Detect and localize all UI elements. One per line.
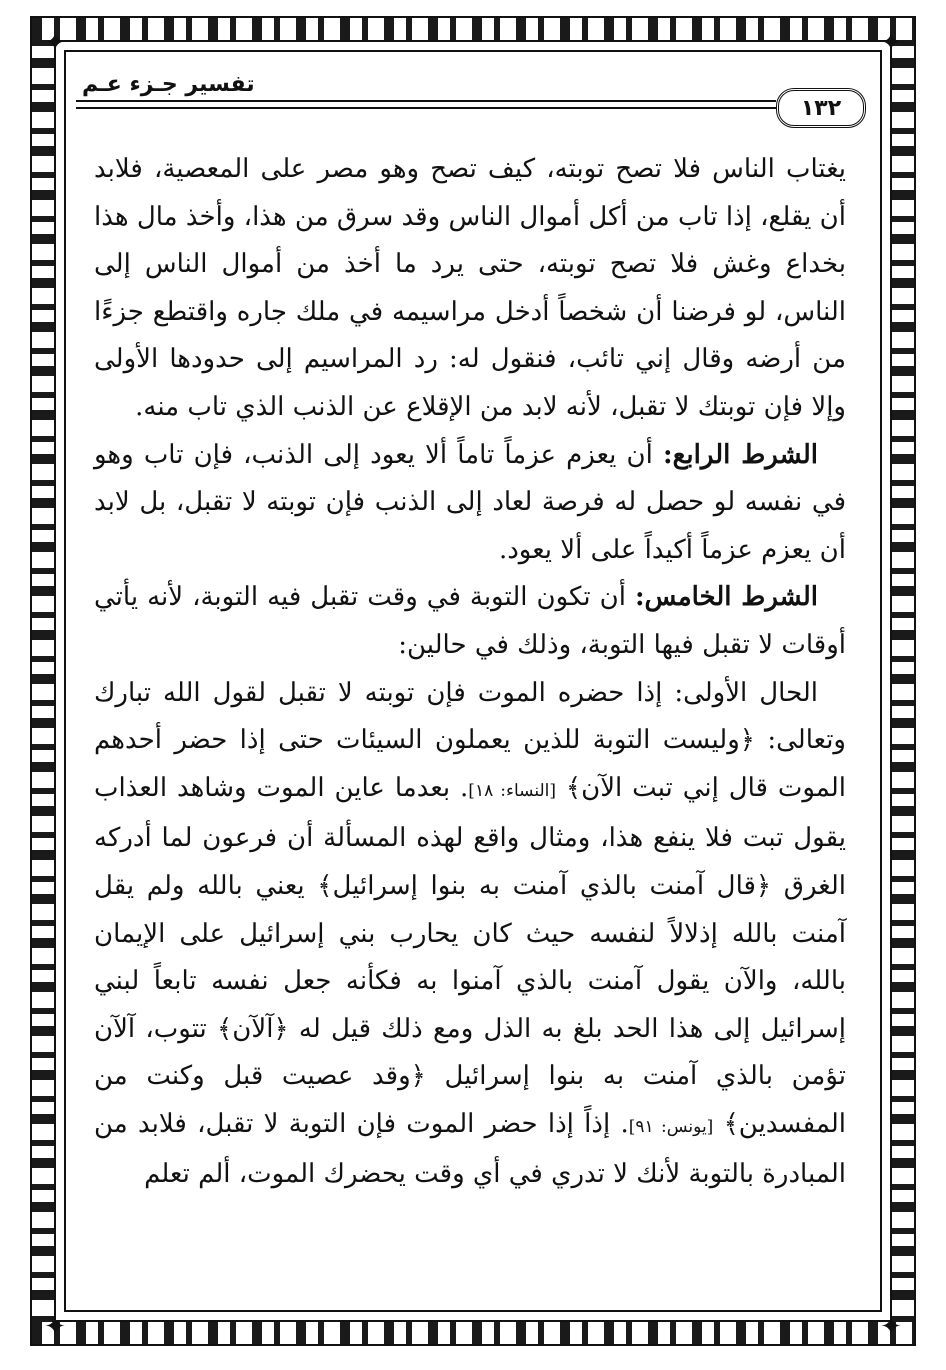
corner-ornament-icon: ✦ [880,28,902,58]
quran-reference: [يونس: ٩١] [628,1116,714,1137]
corner-ornament-icon: ✦ [44,28,66,58]
paragraph-text: أن تكون التوبة في وقت تقبل فيه التوبة، لأنه يأتي أوقات لا تقبل فيها التوبة، وذلك في حالين: [94,582,846,660]
paragraph-2 [94,432,846,575]
corner-ornament-icon: ✦ [880,1312,902,1342]
paragraph-text: . بعدما عاين الموت وشاهد العذاب يقول تبت فلا ينفع هذا، ومثال واقع لهذه المسألة أن فرعون لما أدركه الغرق ﴿قال آمنت بالذي آمنت به بنوا إسرائيل﴾ يعني بالله ولم يقل آمنت بالله إذلالاً لنفسه حيث كان يحارب بني إسرائيل على الإيمان بالله، والآن يقول آمنت بالذي آمنوا به فكأنه جعل نفسه تابعاً لبني إسرائيل إلى هذا الحد بلغ به الذل ومع ذلك قيل له ﴿آلآن﴾ تتوب، آلآن تؤمن بالذي آمنت به بنوا إسرائيل ﴿وقد عصيت قبل وكنت من المفسدين﴾ [94,772,847,1139]
condition-heading: الشرط الخامس: [634,582,819,613]
paragraph-text: . إذاً إذا حضر الموت فإن التوبة لا تقبل، فلابد من المبادرة بالتوبة لأنك لا تدري في أي وقت يحضرك الموت، ألم تعلم [94,1108,846,1190]
header-rule [76,100,776,109]
corner-ornament-icon: ✦ [44,1312,66,1342]
running-title: تفسير جـزء عـم [82,72,255,97]
paragraph-1: يغتاب الناس فلا تصح توبته، كيف تصح وهو مصر على المعصية، فلابد أن يقلع، إذا تاب من أكل أموال الناس وقد سرق من هذا، وأخذ مال هذا بخداع وغش فلا تصح توبته، حتى يرد ما أخذ من أموال الناس إلى الناس، لو فرضنا أن شخصاً أدخل مراسيمه في ملك جاره واقتطع جزءًا من أرضه وقال إني تائب، فنقول له: رد المراسيم إلى حدودها الأولى وإلا فإن توبتك لا تقبل، لأنه لابد من الإقلاع عن الذنب الذي تاب منه. [94,154,846,422]
paragraph-4 [94,670,846,1200]
page-header [76,64,870,124]
quran-reference: [النساء: ١٨] [468,780,556,801]
body-text [94,146,846,1199]
paragraph-text: الحال الأولى: إذا حضره الموت فإن توبته لا تقبل لقول الله تبارك وتعالى: ﴿وليست التوبة للذين يعملون السيئات حتى إذا حضر أحدهم الموت قال إني تبت الآن﴾ [94,677,846,803]
paragraph-text: أن يعزم عزماً تاماً ألا يعود إلى الذنب، فإن تاب وهو في نفسه لو حصل له فرصة لعاد إلى الذنب فإن توبته لا تقبل، بل لابد أن يعزم عزماً أكيداً على ألا يعود. [94,439,846,565]
paragraph-3 [94,574,846,669]
condition-heading: الشرط الرابع: [662,439,818,470]
page-number: ١٣٢ [776,88,866,128]
